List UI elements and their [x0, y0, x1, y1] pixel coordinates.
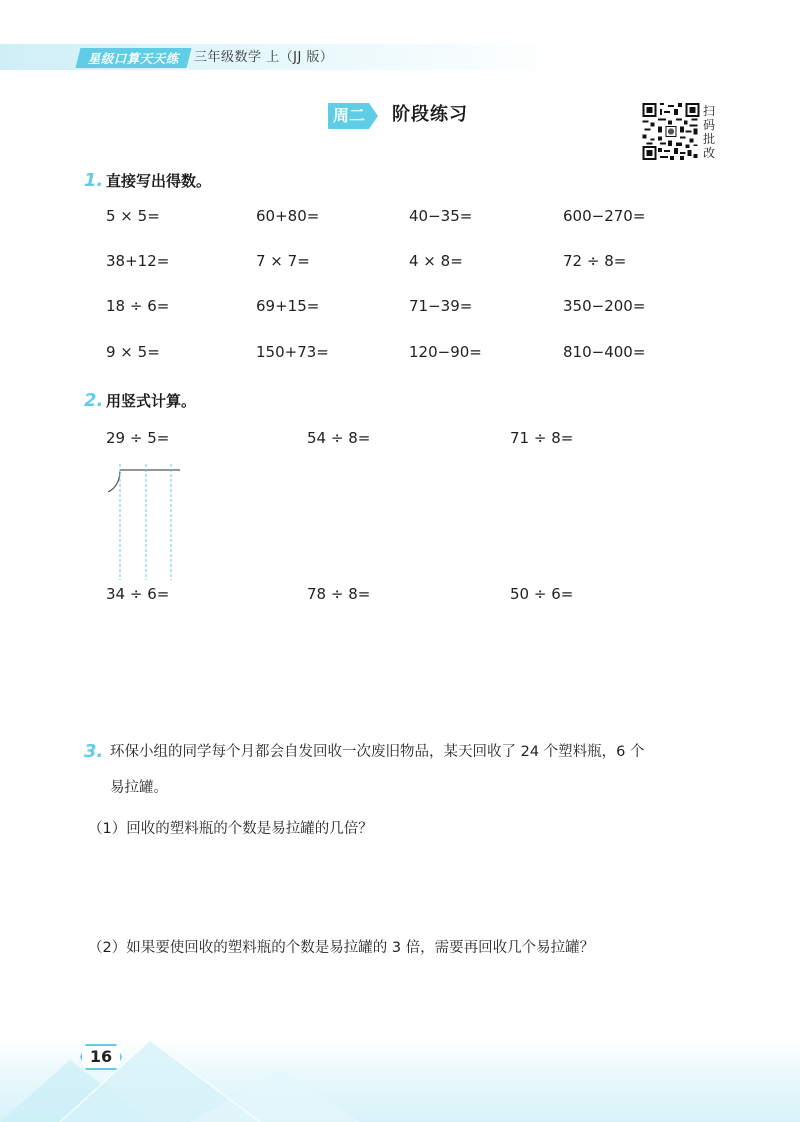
equation: 7 × 7= [256, 252, 310, 270]
division-problem: 71 ÷ 8= [510, 429, 574, 447]
division-problem: 50 ÷ 6= [510, 585, 574, 603]
equation: 71−39= [409, 297, 473, 315]
series-title-tag [76, 48, 192, 68]
equation: 600−270= [563, 207, 646, 225]
section-3-number: 3. [84, 741, 104, 762]
division-problem: 54 ÷ 8= [307, 429, 371, 447]
division-problem: 34 ÷ 6= [106, 585, 170, 603]
series-title: 星级口算天天练 [87, 51, 179, 66]
page-number: 16 [89, 1047, 113, 1066]
page-number-badge [80, 1044, 122, 1070]
division-problem: 29 ÷ 5= [106, 429, 170, 447]
equation: 69+15= [256, 297, 320, 315]
section-1-title: 直接写出得数。 [106, 172, 212, 190]
day-badge [328, 103, 378, 129]
sub-question-1: （1）回收的塑料瓶的个数是易拉罐的几倍？ [88, 821, 373, 837]
equation: 5 × 5= [106, 207, 160, 225]
division-problem: 78 ÷ 8= [307, 585, 371, 603]
equation: 150+73= [256, 343, 329, 361]
book-subtitle: 三年级数学 上（JJ 版） [194, 50, 334, 65]
section-2-title: 用竖式计算。 [106, 392, 197, 410]
section-2-number: 2. [84, 390, 104, 411]
sub-question-2: （2）如果要使回收的塑料瓶的个数是易拉罐的 3 倍，需要再回收几个易拉罐？ [88, 940, 595, 956]
long-division-scaffold [106, 464, 186, 582]
equation: 810−400= [563, 343, 646, 361]
equation: 72 ÷ 8= [563, 252, 627, 270]
equation: 350−200= [563, 297, 646, 315]
qr-code-icon[interactable] [641, 103, 701, 160]
equation: 120−90= [409, 343, 482, 361]
equation: 60+80= [256, 207, 320, 225]
equation: 4 × 8= [409, 252, 463, 270]
equation: 40−35= [409, 207, 473, 225]
day-badge-label: 周二 [333, 106, 366, 125]
word-problem-text: 环保小组的同学每个月都会自发回收一次废旧物品，某天回收了 24 个塑料瓶，6 个 [110, 744, 645, 760]
equation: 9 × 5= [106, 343, 160, 361]
scan-to-grade-label: 扫码批改 [703, 104, 716, 160]
equation: 38+12= [106, 252, 170, 270]
page-title: 阶段练习 [392, 104, 468, 125]
equation: 18 ÷ 6= [106, 297, 170, 315]
word-problem-text-cont: 易拉罐。 [110, 780, 168, 796]
section-1-number: 1. [84, 170, 104, 191]
